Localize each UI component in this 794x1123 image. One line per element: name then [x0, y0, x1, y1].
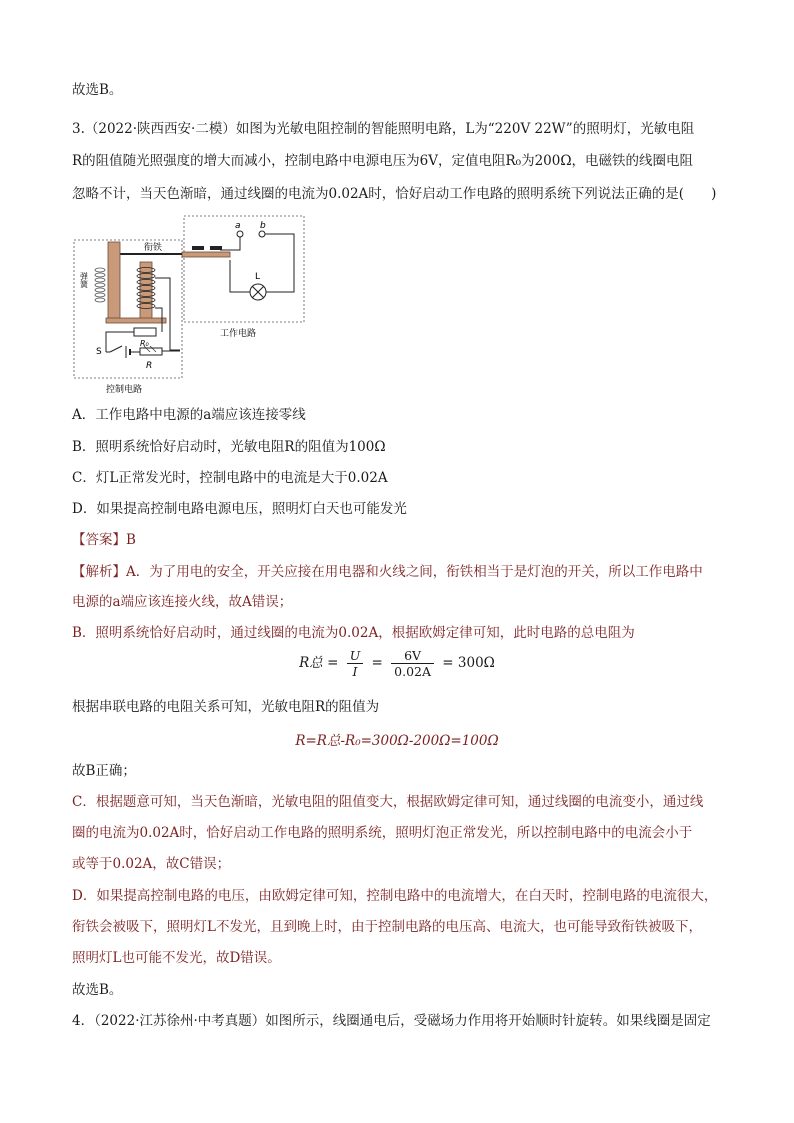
option-a: A．工作电路中电源的a端应该连接零线 [72, 407, 306, 423]
option-b: B．照明系统恰好启动时，光敏电阻R的阻值为100Ω [72, 439, 386, 455]
control-circuit-box [74, 240, 182, 378]
analysis-c-2: 圈的电流为0.02A时，恰好启动工作电路的照明系统，照明灯泡正常发光，所以控制电路中的电流会小于 [72, 825, 693, 841]
final-answer: 故选B。 [72, 982, 123, 998]
switch-icon [110, 346, 122, 352]
spring-icon [95, 268, 105, 302]
label-control-circuit: 控制电路 [106, 385, 143, 395]
analysis-b-1: B．照明系统恰好启动时，通过线圈的电流为0.02A，根据欧姆定律可知，此时电路的总电阻为 [72, 625, 635, 641]
option-c: C．灯L正常发光时，控制电路中的电流是大于0.02A [72, 470, 388, 486]
fraction-values: $\frac{6V}{0.02A}$ [391, 648, 434, 679]
question-3-line-3: 忽略不计，当天色渐暗，通过线圈的电流为0.02A时，恰好启动工作电路的照明系统下列说法正确的是( ) [72, 186, 717, 202]
resistor-r0-icon [134, 328, 156, 336]
answer-line [72, 530, 136, 550]
formula-total-resistance [0, 648, 794, 679]
analysis-c-3: 或等于0.02A，故C错误； [72, 856, 231, 872]
contact-b [259, 231, 265, 237]
question-4-line-1: 4．（2022·江苏徐州·中考真题）如图所示，线圈通电后，受磁场力作用将开始顺时针旋转。如果线圈是固定 [72, 1013, 711, 1029]
answer-value: B [126, 532, 136, 548]
analysis-line-1 [72, 562, 703, 582]
label-spring: 弹簧 [79, 272, 89, 288]
prev-conclusion: 故选B。 [72, 82, 123, 98]
label-work-circuit: 工作电路 [220, 329, 257, 339]
question-3-line-2: R的阻值随光照强度的增大而减小，控制电路中电源电压为6V，定值电阻R₀为200Ω，电磁铁的线圈电阻 [72, 153, 694, 169]
analysis-d-3: 照明灯L也可能不发光，故D错误。 [72, 950, 281, 966]
question-3-line-1: 3.（2022·陕西西安·二模）如图为光敏电阻控制的智能照明电路，L为“220V 22W”的照明灯，光敏电阻 [72, 121, 695, 137]
conclusion-b: 故B正确； [72, 763, 136, 779]
label-b: b [260, 221, 266, 231]
analysis-a-1: A．为了用电的安全，开关应接在用电器和火线之间，衔铁相当于是灯泡的开关，所以工作电路中 [126, 564, 703, 580]
analysis-series: 根据串联电路的电阻关系可知，光敏电阻R的阻值为 [72, 699, 380, 715]
photoresistor-icon [140, 348, 162, 355]
label-a: a [235, 221, 241, 231]
analysis-a-2: 电源的a端应该连接火线，故A错误； [72, 594, 293, 610]
label-armature: 衔铁 [144, 243, 163, 253]
label-L: L [255, 272, 261, 282]
formula-result: = 300Ω [442, 655, 495, 671]
electromagnet-core [140, 262, 152, 320]
fraction-u-i: $\frac{U}{I}$ [347, 648, 364, 679]
formula-photoresistor: R=R总-R₀=300Ω-200Ω=100Ω [295, 733, 499, 749]
formula-eq2: = [371, 655, 383, 671]
analysis-tag: 【解析】 [72, 564, 126, 580]
analysis-d-1: D．如果提高控制电路的电压，由欧姆定律可知，控制电路中的电流增大，在白天时，控制电路的电流很大， [72, 888, 718, 904]
label-R: R [146, 361, 153, 371]
armature [182, 252, 230, 257]
option-d: D．如果提高控制电路电源电压，照明灯白天也可能发光 [72, 501, 407, 517]
formula-eq1: = [327, 655, 339, 671]
label-S: S [96, 347, 102, 357]
answer-tag: 【答案】 [72, 532, 126, 548]
analysis-c-1: C．根据题意可知，当天色渐暗，光敏电阻的阻值变大，根据欧姆定律可知，通过线圈的电流变小，通过线 [72, 794, 704, 810]
label-R0: R₀ [140, 339, 149, 348]
circuit-diagram [70, 212, 310, 395]
work-circuit-box [184, 216, 304, 322]
analysis-d-2: 衔铁会被吸下，照明灯L不发光，且到晚上时，由于控制电路的电压高、电流大，也可能导致衔铁被吸下， [72, 919, 702, 935]
formula-lhs: R总 [299, 655, 323, 671]
contact-a [237, 231, 243, 237]
